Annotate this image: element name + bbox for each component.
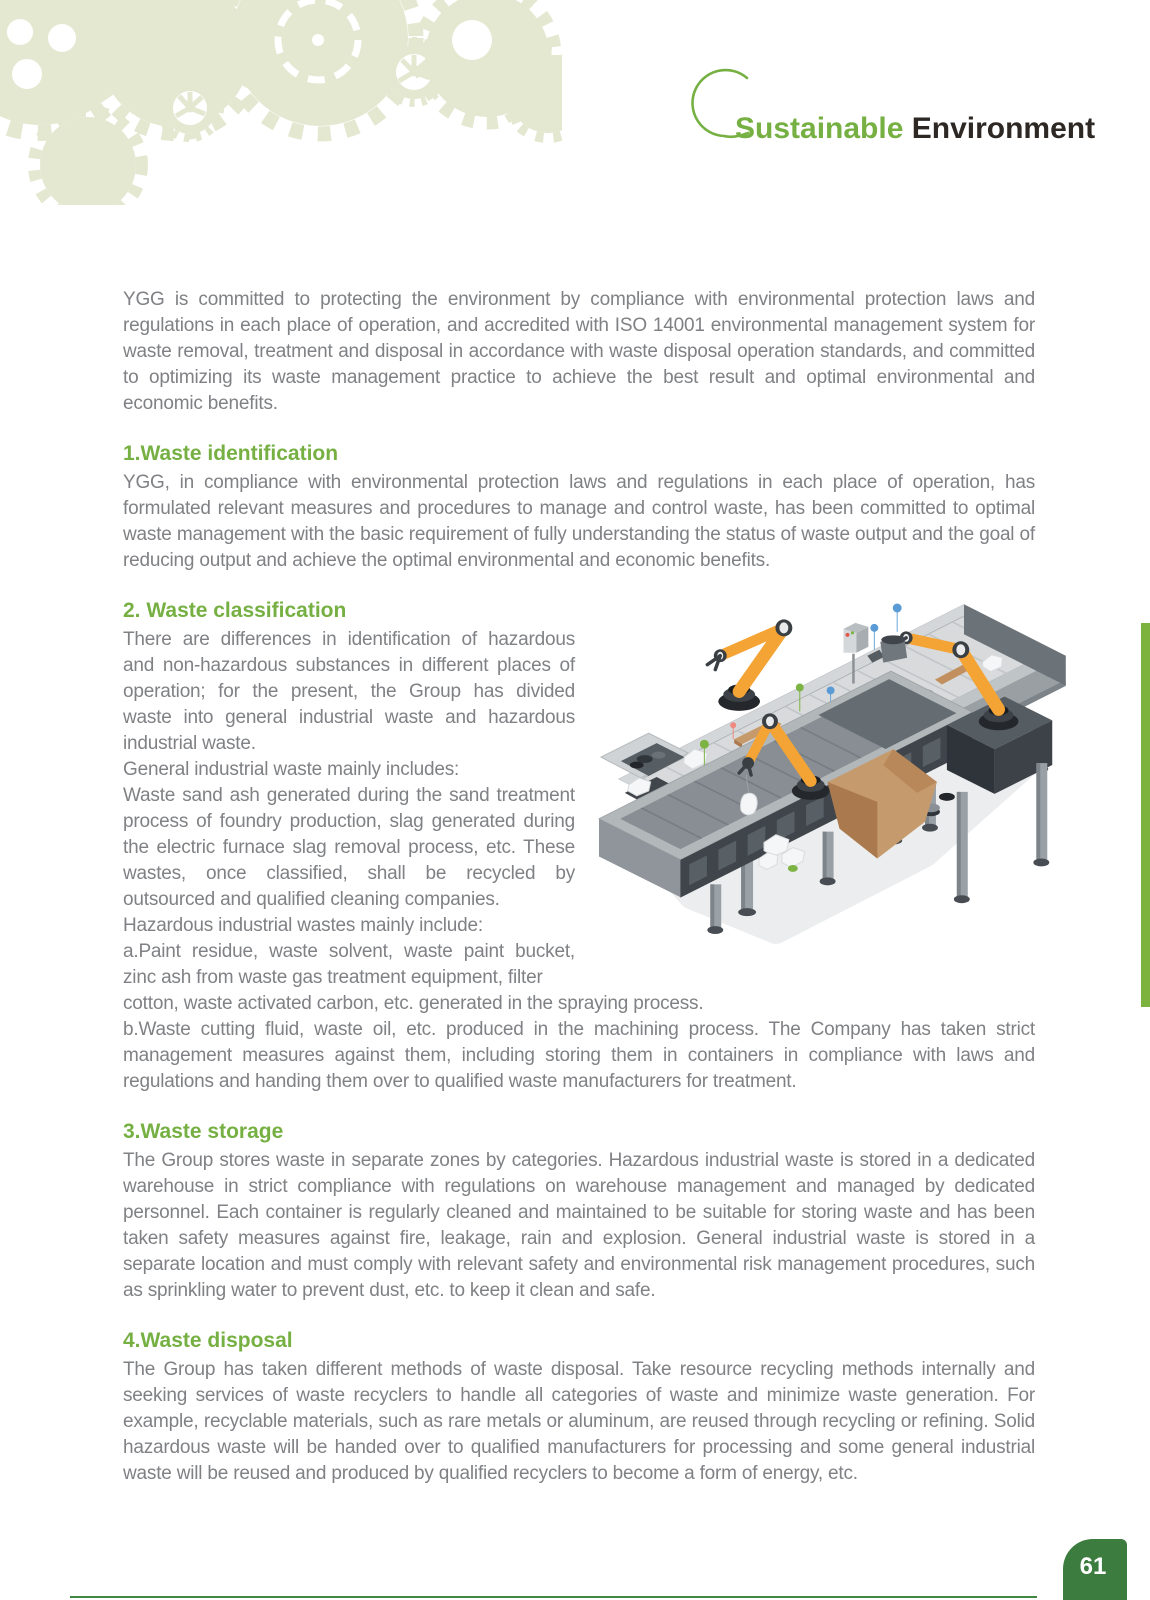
page-number: 61 [1079, 1552, 1107, 1580]
section-paragraph: cotton, waste activated carbon, etc. generated in the spraying process. [123, 993, 704, 1014]
page-number-badge [1063, 1539, 1127, 1600]
robot-arm-left [707, 619, 792, 710]
right-accent-bar [1141, 623, 1150, 1007]
page-title [735, 112, 1095, 146]
section-paragraph: Waste sand ash generated during the sand treatment process of foundry production, slag generated during the electric furnace slag removal process, etc. These wastes, once classified, shall be recycled by outsourced and qualified cleaning companies. [123, 785, 575, 910]
section-paragraph: YGG, in compliance with environmental protection laws and regulations in each place of operation, has formulated relevant measures and procedures to manage and control waste, has been committed to optimal waste management with the basic requirement of fully understanding the status of waste output and the goal of reducing output and achieve the optimal environmental and economic benefits. [123, 472, 1035, 571]
page-title-rest: Environment [911, 112, 1096, 145]
section-heading: 4.Waste disposal [123, 1329, 293, 1352]
section-heading: 2. Waste classification [123, 599, 347, 622]
page-header [0, 0, 1150, 170]
section-paragraph: b.Waste cutting fluid, waste oil, etc. produced in the machining process. The Company has taken strict management measures against them, including storing them in containers in compliance with laws and regulations and handing them over to qualified waste manufacturers for treatment. [123, 1019, 1035, 1092]
section-waste-disposal [123, 1327, 1035, 1487]
section-heading: 1.Waste identification [123, 442, 339, 465]
section-paragraph: The Group has taken different methods of waste disposal. Take resource recycling methods internally and seeking services of waste recyclers to handle all categories of waste and minimize waste generation. For example, recyclable materials, such as rare metals or aluminum, are reused through recycling or refining. Solid hazardous waste will be handed over to qualified manufacturers for processing and some general industrial waste will be reused and produced by qualified recyclers to become a form of energy, etc. [123, 1359, 1035, 1484]
waste-sorting-illustration [597, 597, 1094, 949]
section-paragraph: Hazardous industrial wastes mainly include: [123, 915, 483, 936]
section-paragraph: General industrial waste mainly includes: [123, 759, 460, 780]
section-paragraph: a.Paint residue, waste solvent, waste paint bucket, zinc ash from waste gas treatment equipment, filter [123, 941, 575, 988]
page-title-accent: Sustainable [735, 112, 904, 145]
section-paragraph: The Group stores waste in separate zones by categories. Hazardous industrial waste is stored in a dedicated warehouse in strict compliance with regulations on warehouse management and managed by dedicated personnel. Each container is regularly cleaned and maintained to be suitable for storing waste and has been taken safety measures against fire, leakage, rain and explosion. General industrial waste is stored in a separate location and must comply with relevant safety and environmental risk management procedures, such as sprinkling water to prevent dust, etc. to keep it clean and safe. [123, 1150, 1035, 1301]
footer-rule [70, 1596, 1037, 1598]
section-heading: 3.Waste storage [123, 1120, 284, 1143]
section-paragraph: There are differences in identification of hazardous and non-hazardous substances in different places of operation; for the present, the Group has divided waste into general industrial waste and hazardous industrial waste. [123, 629, 575, 754]
section-waste-classification [123, 597, 1035, 1095]
page-body [123, 287, 1035, 1487]
section-waste-identification [123, 440, 1035, 574]
illustration-container [583, 597, 1035, 975]
intro-paragraph: YGG is committed to protecting the environment by compliance with environmental protection laws and regulations in each place of operation, and accredited with ISO 14001 environmental management system for waste removal, treatment and disposal in accordance with waste disposal operation standards, and committed to optimizing its waste management practice to achieve the best result and optimal environmental and economic benefits. [123, 289, 1035, 414]
section-waste-storage [123, 1118, 1035, 1304]
